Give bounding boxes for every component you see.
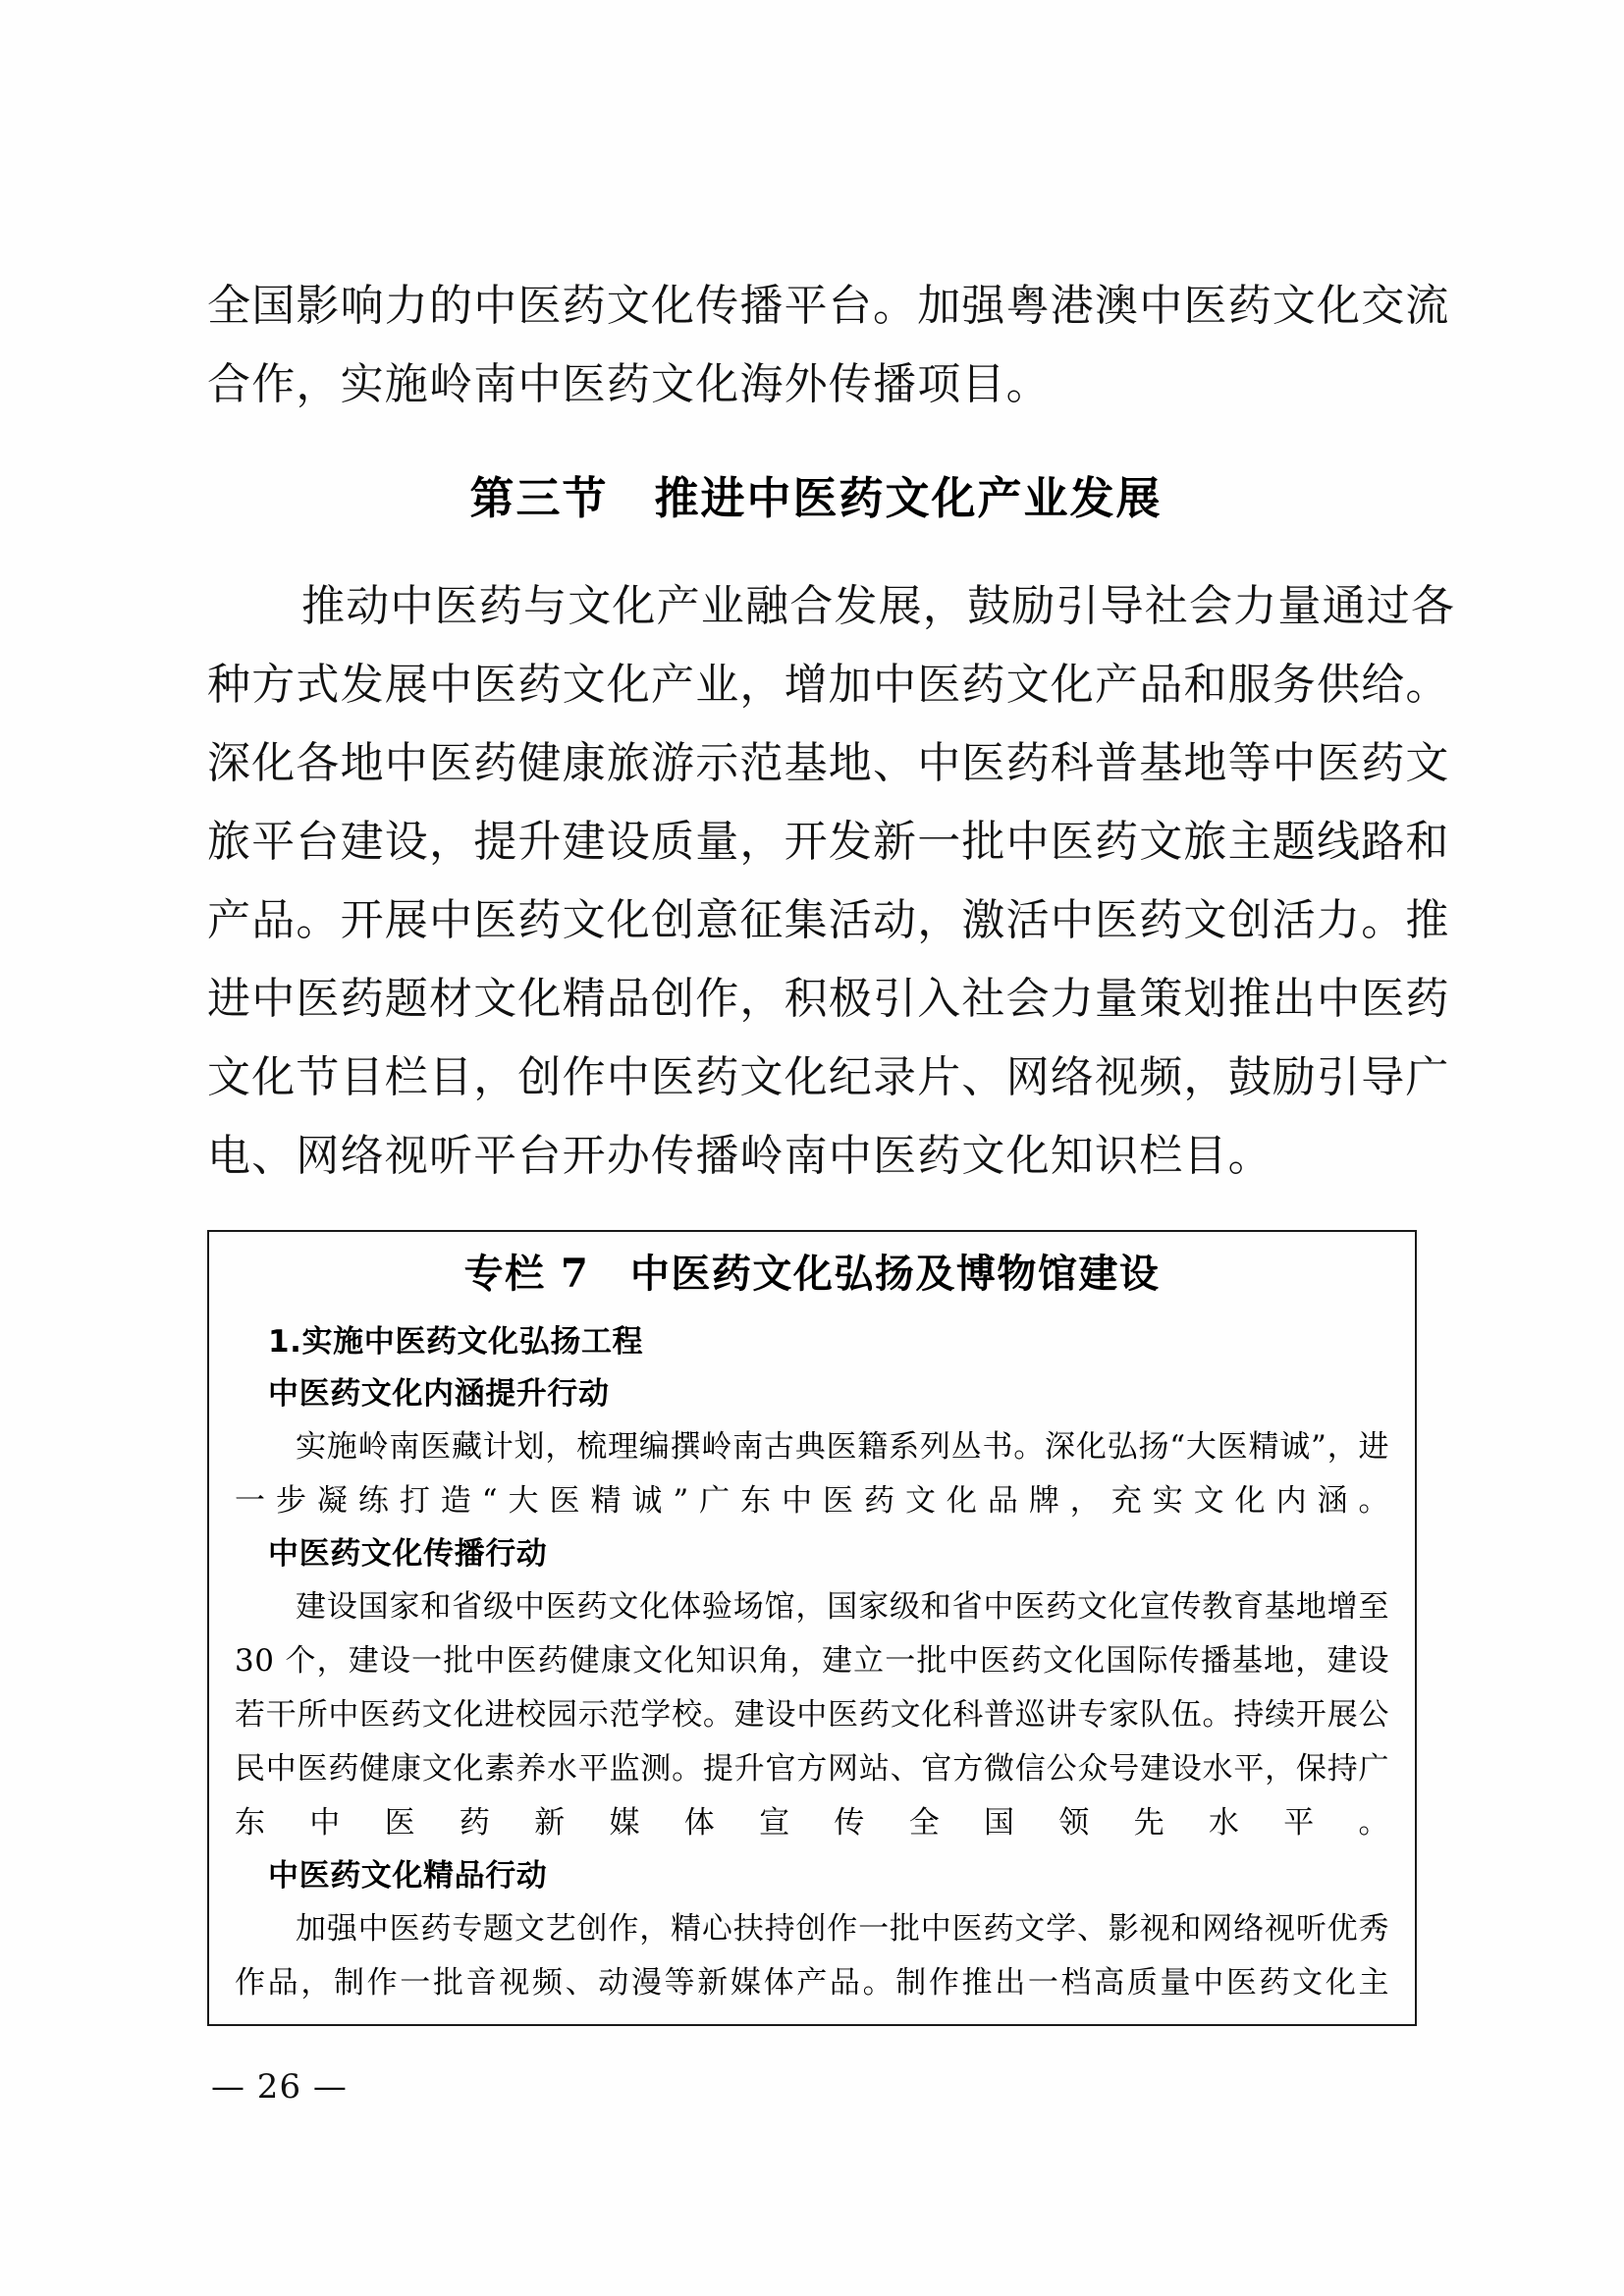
- body-line: 合作，实施岭南中医药文化海外传播项目。: [207, 359, 1051, 409]
- callout-paragraph: 实施岭南医藏计划，梳理编撰岭南古典医籍系列丛书。深化弘扬“大医精诚”，进一步凝练打造“大医精诚”广东中医药文化品牌，充实文化内涵。: [235, 1429, 1389, 1519]
- body-line: 推动中医药与文化产业融合发展，鼓励引导社会力量通过各: [301, 581, 1456, 631]
- callout-body: [209, 1314, 1415, 2024]
- callout-box: [207, 1230, 1417, 2026]
- callout-paragraph: 建设国家和省级中医药文化体验场馆，国家级和省中医药文化宣传教育基地增至 30 个，建设一批中医药健康文化知识角，建立一批中医药文化国际传播基地，建设若干所中医药文化进校园示范学校。建设中医药文化科普巡讲专家队伍。持续开展公民中医药健康文化素养水平监测。提升官方网站、官方微信公众号建设水平，保持广东中医药新媒体宣传全国领先水平。: [235, 1589, 1389, 1841]
- body-line: 产品。开展中医药文化创意征集活动，激活中医药文创活力。推: [207, 895, 1450, 945]
- callout-numbered-heading: 1.实施中医药文化弘扬工程: [268, 1324, 644, 1360]
- page-number: — 26 —: [211, 2067, 348, 2107]
- callout-sub-heading: 中医药文化传播行动: [268, 1536, 548, 1572]
- main-text-column: [207, 267, 1456, 1196]
- callout-paragraph: 加强中医药专题文艺创作，精心扶持创作一批中医药文学、影视和网络视听优秀作品，制作一批音视频、动漫等新媒体产品。制作推出一档高质量中医药文化主: [235, 1911, 1389, 2001]
- body-line: 电、网络视听平台开办传播岭南中医药文化知识栏目。: [207, 1131, 1272, 1181]
- callout-title: 专栏 7 中医药文化弘扬及博物馆建设: [463, 1251, 1161, 1297]
- callout-sub-heading: 中医药文化精品行动: [268, 1858, 548, 1894]
- body-line: 旅平台建设，提升建设质量，开发新一批中医药文旅主题线路和: [207, 817, 1450, 867]
- body-line: 种方式发展中医药文化产业，增加中医药文化产品和服务供给。: [207, 660, 1450, 710]
- section-heading: 第三节 推进中医药文化产业发展: [469, 472, 1163, 524]
- body-line: 进中医药题材文化精品创作，积极引入社会力量策划推出中医药: [207, 974, 1450, 1024]
- page-footer: [0, 2067, 1624, 2107]
- callout-sub-heading: 中医药文化内涵提升行动: [268, 1376, 610, 1412]
- body-line: 全国影响力的中医药文化传播平台。加强粤港澳中医药文化交流: [207, 281, 1450, 331]
- body-line: 文化节目栏目，创作中医药文化纪录片、网络视频，鼓励引导广: [207, 1052, 1450, 1102]
- body-line: 深化各地中医药健康旅游示范基地、中医药科普基地等中医药文: [207, 738, 1450, 788]
